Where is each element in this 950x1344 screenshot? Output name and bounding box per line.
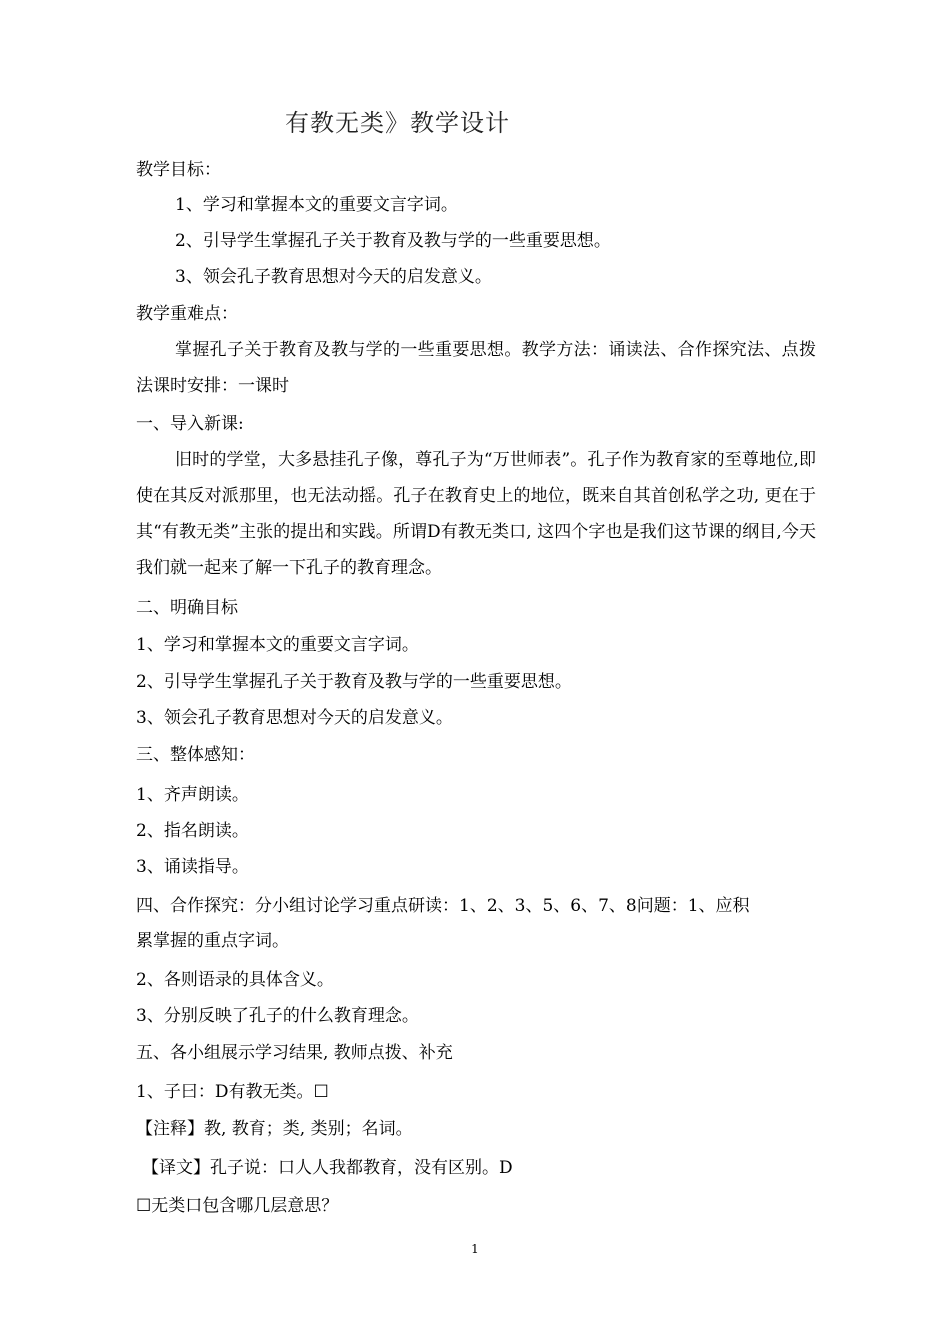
cooperate-heading: 四、合作探究：分小组讨论学习重点研读：1、2、3、5、6、7、8问题：1、应积 [136,896,750,916]
perceive-heading: 三、整体感知： [136,745,255,765]
key-points-heading: 教学重难点： [136,304,238,324]
goals-heading: 二、明确目标 [136,598,238,618]
objective-item: 3、领会孔子教育思想对今天的启发意义。 [175,267,492,287]
translation-line: 【译文】孔子说：口人人我都教育，没有区别。D [142,1158,513,1178]
intro-paragraph: 旧时的学堂，大多悬挂孔子像，尊孔子为“万世师表”。孔子作为教育家的至尊地位,即使在其反对派那里，也无法动摇。孔子在教育史上的地位，既来自其首创私学之功, 更在于其“有教无类”主张的提出和实践。所谓D有教无类口, 这四个字也是我们这节课的纲目,今天我们就一起来了解一下孔子的教育理念。 [136,450,816,578]
perceive-item: 3、诵读指导。 [136,857,249,877]
document-title: 有教无类》教学设计 [285,109,510,137]
cooperate-heading-continued: 累掌握的重点字词。 [136,931,289,951]
page-number: 1 [471,1242,479,1256]
cooperate-item: 2、各则语录的具体含义。 [136,970,334,990]
perceive-item: 1、齐声朗读。 [136,785,249,805]
intro-heading: 一、导入新课: [136,414,244,434]
goal-item: 1、学习和掌握本文的重要文言字词。 [136,635,419,655]
quote-line: 1、子曰：D有教无类。☐ [136,1082,329,1102]
cooperate-item: 3、分别反映了孔子的什么教育理念。 [136,1006,419,1026]
key-points-paragraph: 掌握孔子关于教育及教与学的一些重要思想。教学方法：诵读法、合作探究法、点拨法课时安排：一课时 [136,340,816,396]
objective-item: 2、引导学生掌握孔子关于教育及教与学的一些重要思想。 [175,231,611,251]
question-line: ☐无类口包含哪几层意思？ [136,1196,339,1216]
show-heading: 五、各小组展示学习结果, 教师点拨、补充 [136,1043,453,1063]
goal-item: 2、引导学生掌握孔子关于教育及教与学的一些重要思想。 [136,672,572,692]
objectives-heading: 教学目标： [136,160,221,180]
perceive-item: 2、指名朗读。 [136,821,249,841]
objective-item: 1、学习和掌握本文的重要文言字词。 [175,195,458,215]
note-line: 【注释】教, 教育；类, 类别；名词。 [136,1119,413,1139]
goal-item: 3、领会孔子教育思想对今天的启发意义。 [136,708,453,728]
